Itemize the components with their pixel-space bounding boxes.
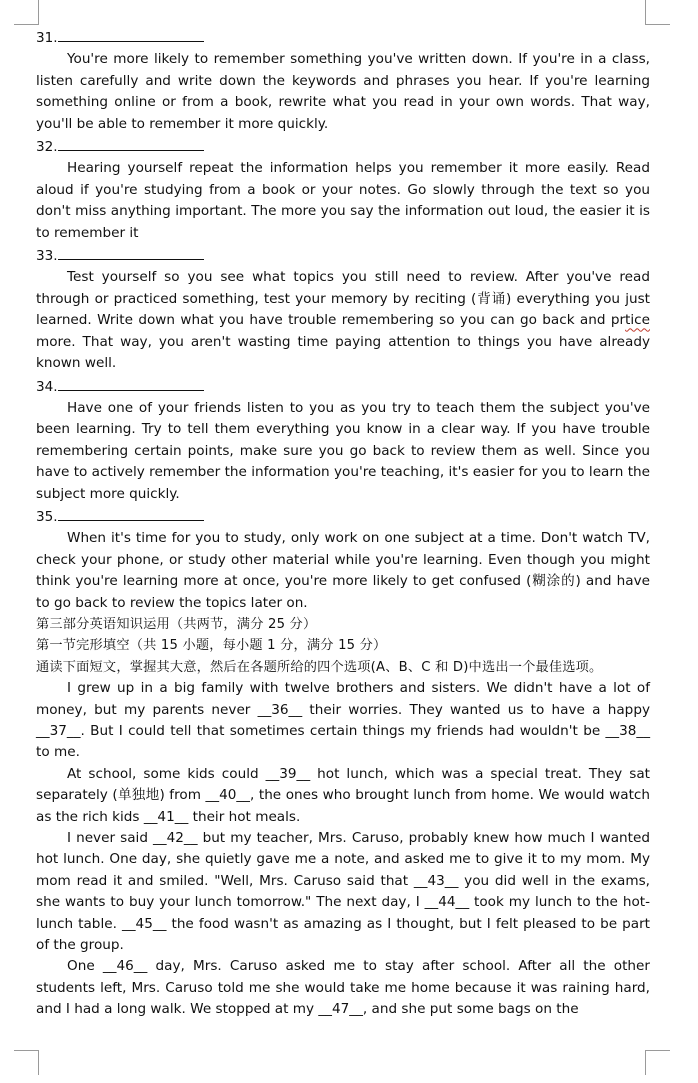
question-number: 35. bbox=[36, 508, 58, 525]
cloze-paragraph: One __46__ day, Mrs. Caruso asked me to stay after school. After all the other students left, Mrs. Caruso told me she would take me home because it was raining hard, and I had a long walk. We stopped at my __47__, and she put some bags on the bbox=[36, 958, 650, 1018]
question-31 bbox=[36, 26, 650, 135]
document-page bbox=[36, 26, 650, 1021]
answer-blank[interactable] bbox=[58, 505, 204, 521]
text-part: more. That way, you aren't wasting time paying attention to things you have already known well. bbox=[36, 333, 650, 372]
question-34 bbox=[36, 375, 650, 505]
answer-blank[interactable] bbox=[58, 244, 204, 260]
cloze-paragraph: I grew up in a big family with twelve brothers and sisters. We didn't have a lot of money, but my parents never __36__ their worries. They wanted us to have a happy __37__. But I could tell that sometimes certain things my friends had wouldn't be __38__ to me. bbox=[36, 680, 650, 761]
question-35 bbox=[36, 505, 650, 614]
question-text bbox=[36, 267, 650, 374]
page-corner-mark bbox=[14, 1050, 39, 1075]
question-number: 32. bbox=[36, 139, 58, 156]
answer-blank[interactable] bbox=[58, 375, 204, 391]
question-33 bbox=[36, 244, 650, 374]
page-corner-mark bbox=[14, 0, 39, 25]
page-corner-mark bbox=[645, 1050, 670, 1075]
answer-blank[interactable] bbox=[58, 135, 204, 151]
question-text: Hearing yourself repeat the information helps you remember it more easily. Read aloud if you're studying from a book or your notes. Go slowly through the text so you don't miss anything important. The more you say the information out loud, the easier it is to remember it bbox=[36, 160, 650, 241]
question-number: 33. bbox=[36, 248, 58, 265]
subsection-heading: 第一节完形填空（共 15 小题，每小题 1 分，满分 15 分） bbox=[36, 638, 387, 654]
section-instruction: 通读下面短文，掌握其大意，然后在各题所给的四个选项(A、B、C 和 D)中选出一个最佳选项。 bbox=[36, 659, 603, 675]
page-corner-mark bbox=[645, 0, 670, 25]
answer-blank[interactable] bbox=[58, 26, 204, 42]
question-number: 34. bbox=[36, 378, 58, 395]
question-text: Have one of your friends listen to you as you try to teach them the subject you've been learning. Try to tell them everything you know in a clear way. If you have trouble remembering certain points, make sure you go back to review them as well. Since you have to actively remember the information you're teaching, it's easier for you to learn the subject more quickly. bbox=[36, 399, 650, 502]
question-number: 31. bbox=[36, 30, 58, 46]
text-part: Test yourself so you see what topics you still need to review. After you've read through or practiced something, test your memory by reciting (背诵) everything you just learned. Write down what you have trouble remembering so you can go back and pr bbox=[36, 269, 650, 329]
spellcheck-marked-word: tice bbox=[625, 312, 650, 329]
cloze-paragraph: I never said __42__ but my teacher, Mrs. Caruso, probably knew how much I wanted hot lunch. One day, she quietly gave me a note, and asked me to give it to my mom. My mom read it and smiled. "Well, Mrs. Caruso said that __43__ you did well in the exams, she wants to buy your lunch tomorrow." The next day, I __44__ took my lunch to the hot-lunch table. __45__ the food wasn't as amazing as I thought, but I felt pleased to be part of the group. bbox=[36, 830, 650, 954]
question-32 bbox=[36, 135, 650, 244]
section-heading: 第三部分英语知识运用（共两节，满分 25 分） bbox=[36, 616, 317, 632]
question-text: When it's time for you to study, only work on one subject at a time. Don't watch TV, check your phone, or study other material while you're learning. Even though you might think you're learning more at once, you're more likely to get confused (糊涂的) and have to go back to review the topics later on. bbox=[36, 530, 650, 611]
cloze-paragraph: At school, some kids could __39__ hot lunch, which was a special treat. They sat separately (单独地) from __40__, the ones who brought lunch from home. We would watch as the rich kids __41__ their hot meals. bbox=[36, 765, 650, 825]
question-text: You're more likely to remember something you've written down. If you're in a class, listen carefully and write down the keywords and phrases you hear. If you're learning something online or from a book, rewrite what you read in your own words. That way, you'll be able to remember it more quickly. bbox=[36, 51, 650, 132]
